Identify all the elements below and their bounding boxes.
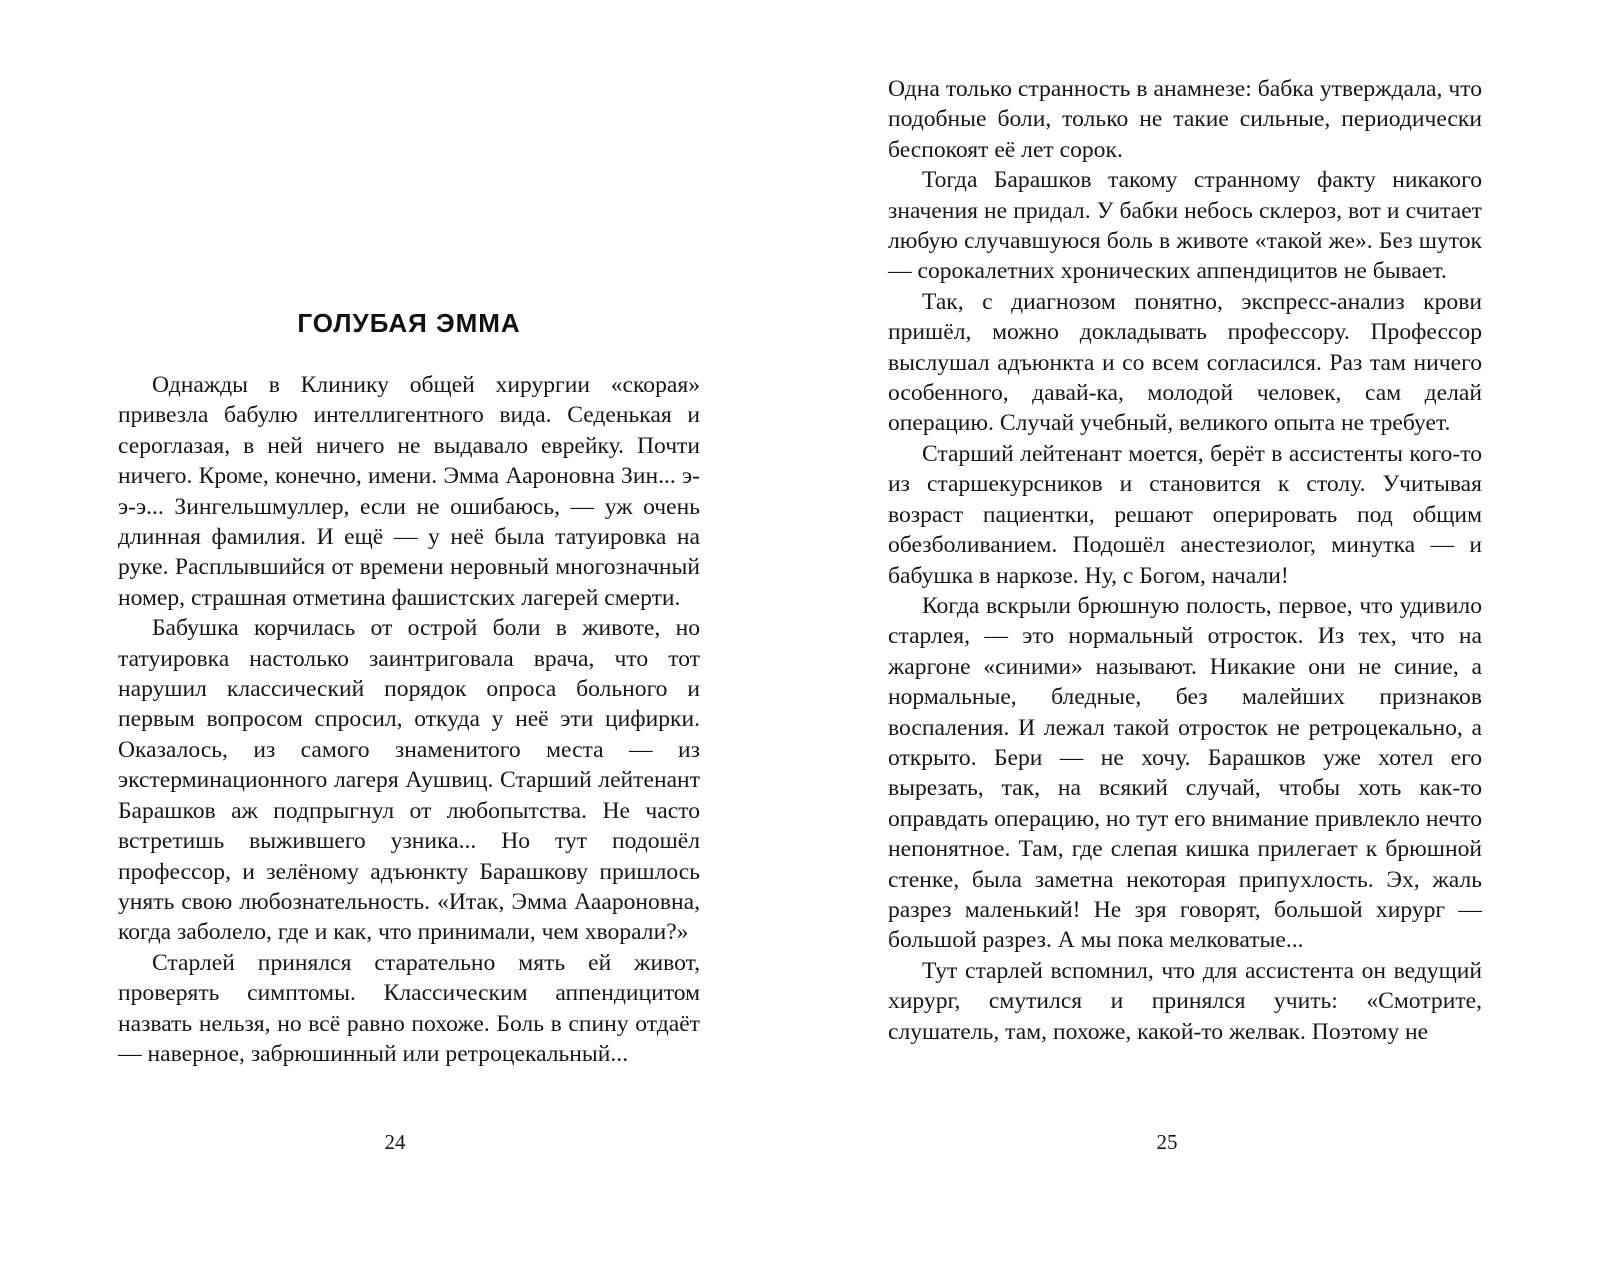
page-number: 25 xyxy=(1156,1130,1178,1154)
paragraph: Когда вскрыли брюшную полость, первое, что удивило старлея, — это нормальный отросток. Из тех, что на жаргоне «синими» называют. Никакие они не синие, а нормальные, бледные, без малейших признаков воспаления. И лежал такой отросток не ретроцекально, а открыто. Бери — не хочу. Барашков уже хотел его вырезать, так, на всякий случай, чтобы хоть как-то оправдать операцию, но тут его внимание привлекло нечто непонятное. Там, где слепая кишка прилегает к брюшной стенке, была заметна некоторая припухлость. Эх, жаль разрез маленький! Не зря говорят, большой хирург — большой разрез. А мы пока мелковатые... xyxy=(888,592,1482,954)
chapter-title: ГОЛУБАЯ ЭММА xyxy=(297,308,521,338)
paragraph: Тут старлей вспомнил, что для ассистента он ведущий хирург, смутился и принялся учить: «Смотрите, слушатель, там, похоже, какой-то желвак. Поэтому не xyxy=(888,957,1482,1045)
paragraph: Одна только странность в анамнезе: бабка утверждала, что подобные боли, только не такие сильные, периодически беспокоят её лет сорок. xyxy=(888,76,1482,163)
paragraph: Старший лейтенант моется, берёт в ассистенты кого-то из старшекурсников и становится к столу. Учитывая возраст пациентки, решают оперировать под общим обезболиванием. Подошёл анестезиолог, минутка — и бабушка в наркозе. Ну, с Богом, начали! xyxy=(888,440,1482,589)
right-page-text xyxy=(888,74,1482,1047)
paragraph: Старлей принялся старательно мять ей живот, проверять симптомы. Классическим аппендицитом назвать нельзя, но всё равно похоже. Боль в спину отдаёт — наверное, забрюшинный или ретроцекальный... xyxy=(118,949,700,1067)
paragraph: Бабушка корчилась от острой боли в животе, но татуировка настолько заинтриговала врача, что тот нарушил классический порядок опроса больного и первым вопросом спросил, откуда у неё эти цифирки. Оказалось, из самого знаменитого места — из экстерминационного лагеря Аушвиц. Старший лейтенант Барашков аж подпрыгнул от любопытства. Не часто встретишь выжившего узника... Но тут подошёл профессор, и зелёному адъюнкту Барашкову пришлось унять свою любознательность. «Итак, Эмма Ааароновна, когда заболело, где и как, что принимали, чем хворали?» xyxy=(118,615,700,946)
paragraph: Так, с диагнозом понятно, экспресс-анализ крови пришёл, можно докладывать профессору. Профессор выслушал адъюнкта и со всем согласился. Раз там ничего особенного, давай-ка, молодой человек, сам делай операцию. Случай учебный, великого опыта не требует. xyxy=(888,288,1482,437)
paragraph: Однажды в Клинику общей хирургии «скорая» привезла бабулю интеллигентного вида. Седенькая и сероглазая, в ней ничего не выдавало еврейку. Почти ничего. Кроме, конечно, имени. Эмма Аароновна Зин... э-э-э... Зингельшмуллер, если не ошибаюсь, — уж очень длинная фамилия. И ещё — у неё была татуировка на руке. Расплывшийся от времени неровный многозначный номер, страшная отметина фашистских лагерей смерти. xyxy=(118,372,700,611)
paragraph: Тогда Барашков такому странному факту никакого значения не придал. У бабки небось склероз, вот и считает любую случавшуюся боль в животе «такой же». Без шуток — сорокалетних хронических аппендицитов не бывает. xyxy=(888,167,1482,285)
page-number: 24 xyxy=(384,1130,406,1154)
left-page-text xyxy=(118,370,700,1069)
